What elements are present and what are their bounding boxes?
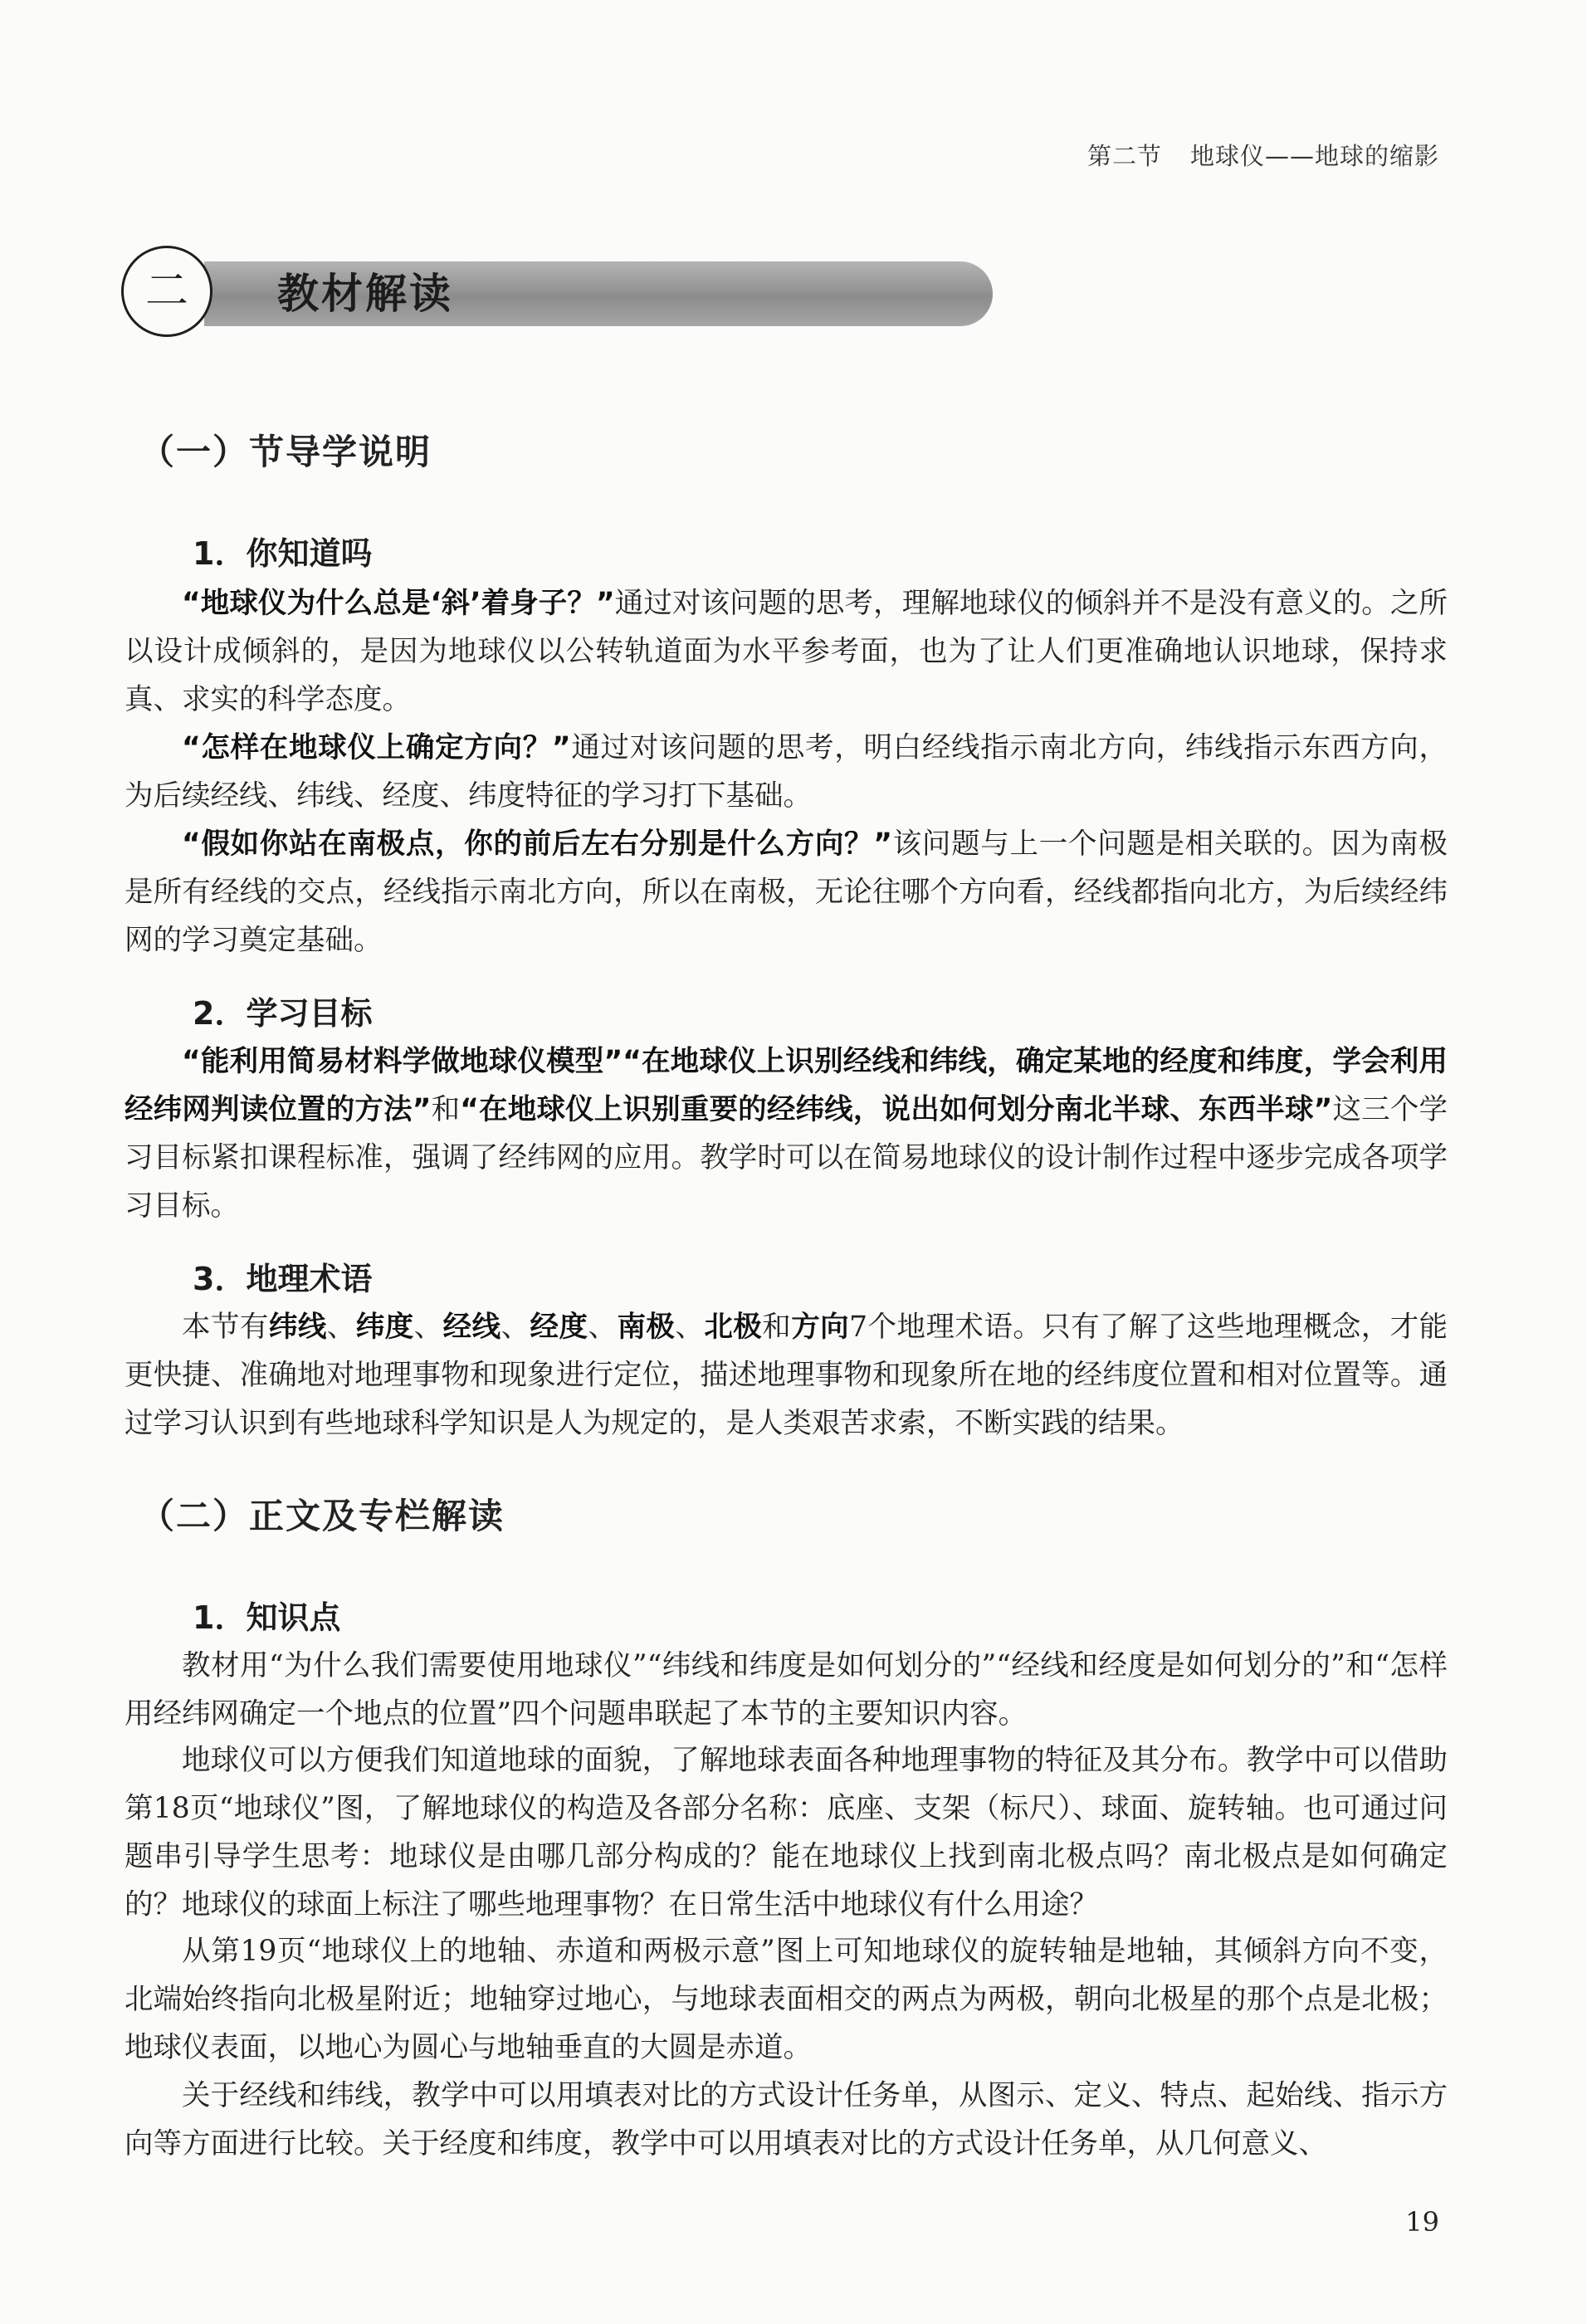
subheading-terms: 3．地理术语 — [193, 1261, 373, 1297]
running-header-chapter: 第二节 — [1086, 142, 1162, 170]
paragraph-text: 该问题与上一个问题是相关联的。因为南极是所有经线的交点，经线指示南北方向，所以在南极，无论往哪个方向看，经线都指向北方，为后续经纬网的学习奠定基础。 — [125, 828, 1448, 957]
part2-heading: （二）正文及专栏解读 — [139, 1496, 505, 1536]
paragraph-know-3 — [125, 820, 1448, 964]
term: 方向 — [791, 1311, 850, 1344]
paragraph-know-1 — [125, 579, 1448, 724]
subheading-goals: 2．学习目标 — [193, 995, 373, 1032]
page-number: 19 — [1405, 2206, 1439, 2238]
question-south-pole: “假如你站在南极点，你的前后左右分别是什么方向？” — [182, 828, 892, 861]
section-banner — [121, 246, 993, 342]
term: 纬线 — [268, 1311, 327, 1344]
subheading-know: 1．你知道吗 — [193, 535, 373, 572]
paragraph-text: 通过对该问题的思考，明白经线指示南北方向，纬线指示东西方向，为后续经线、纬线、经度、纬度特征的学习打下基础。 — [125, 731, 1448, 813]
paragraph-knowledge-3: 从第19页“地球仪上的地轴、赤道和两极示意”图上可知地球仪的旋转轴是地轴，其倾斜方向不变，北端始终指向北极星附近；地轴穿过地心，与地球表面相交的两点为两极，朝向北极星的那个点是北极；地球仪表面，以地心为圆心与地轴垂直的大圆是赤道。 — [125, 1935, 1448, 2064]
paragraph-knowledge-4: 关于经线和纬线，教学中可以用填表对比的方式设计任务单，从图示、定义、特点、起始线、指示方向等方面进行比较。关于经度和纬度，教学中可以用填表对比的方式设计任务单，从几何意义、 — [125, 2079, 1448, 2160]
term: 经线 — [442, 1311, 501, 1344]
connector-text: 和 — [762, 1311, 792, 1344]
section-title: 教材解读 — [277, 269, 453, 318]
paragraph-knowledge-2: 地球仪可以方便我们知道地球的面貌，了解地球表面各种地理事物的特征及其分布。教学中可以借助第18页“地球仪”图，了解地球仪的构造及各部分名称：底座、支架（标尺）、球面、旋转轴。也可通过问题串引导学生思考：地球仪是由哪几部分构成的？能在地球仪上找到南北极点吗？南北极点是如何确定的？地球仪的球面上标注了哪些地理事物？在日常生活中地球仪有什么用途？ — [125, 1744, 1448, 1921]
paragraph-knowledge-1: 教材用“为什么我们需要使用地球仪”“纬线和纬度是如何划分的”“经线和经度是如何划分的”和“怎样用经纬网确定一个地点的位置”四个问题串联起了本节的主要知识内容。 — [125, 1649, 1448, 1731]
paragraph-know-2 — [125, 724, 1448, 820]
paragraph-terms: 本节有纬线、纬度、经线、经度、南极、北极和方向7个地理术语。只有了解了这些地理概念，才能更快捷、准确地对地理事物和现象进行定位，描述地理事物和现象所在地的经纬度位置和相对位置等。通过学习认识到有些地球科学知识是人为规定的，是人类艰苦求索，不断实践的结果。 — [125, 1311, 1448, 1440]
goal-1: “能利用简易材料学做地球仪模型”“在地球仪上识别经线和纬线，确定某地的经度和纬度，学会利用经纬网判读位置的方法” — [125, 1045, 1448, 1126]
running-header-title: 地球仪——地球的缩影 — [1189, 142, 1439, 170]
running-header — [1087, 138, 1439, 172]
section-number-circle: 二 — [121, 246, 212, 337]
question-tilt: “地球仪为什么总是‘斜’着身子？” — [182, 587, 615, 620]
paragraph-text: 本节有 — [182, 1311, 269, 1344]
connector-text: 和 — [431, 1093, 461, 1126]
term: 北极 — [704, 1311, 763, 1344]
paragraph-goals — [125, 1038, 1448, 1230]
paragraph-text: 通过对该问题的思考，理解地球仪的倾斜并不是没有意义的。之所以设计成倾斜的，是因为地球仪以公转轨道面为水平参考面，也为了让人们更准确地认识地球，保持求真、求实的科学态度。 — [125, 587, 1448, 716]
goal-2: “在地球仪上识别重要的经纬线，说出如何划分南北半球、东西半球” — [460, 1093, 1333, 1126]
term: 南极 — [617, 1311, 676, 1344]
part1-heading: （一）节导学说明 — [139, 432, 432, 472]
term: 纬度 — [355, 1311, 414, 1344]
paragraph-text: 7个地理术语。只有了解了这些地理概念，才能更快捷、准确地对地理事物和现象进行定位，描述地理事物和现象所在地的经纬度位置和相对位置等。通过学习认识到有些地球科学知识是人为规定的，是人类艰苦求索，不断实践的结果。 — [125, 1311, 1448, 1440]
paragraph-text: 这三个学习目标紧扣课程标准，强调了经纬网的应用。教学时可以在简易地球仪的设计制作过程中逐步完成各项学习目标。 — [125, 1093, 1448, 1223]
term: 经度 — [530, 1311, 588, 1344]
question-direction: “怎样在地球仪上确定方向？” — [182, 731, 571, 764]
subheading-knowledge: 1．知识点 — [193, 1599, 341, 1636]
